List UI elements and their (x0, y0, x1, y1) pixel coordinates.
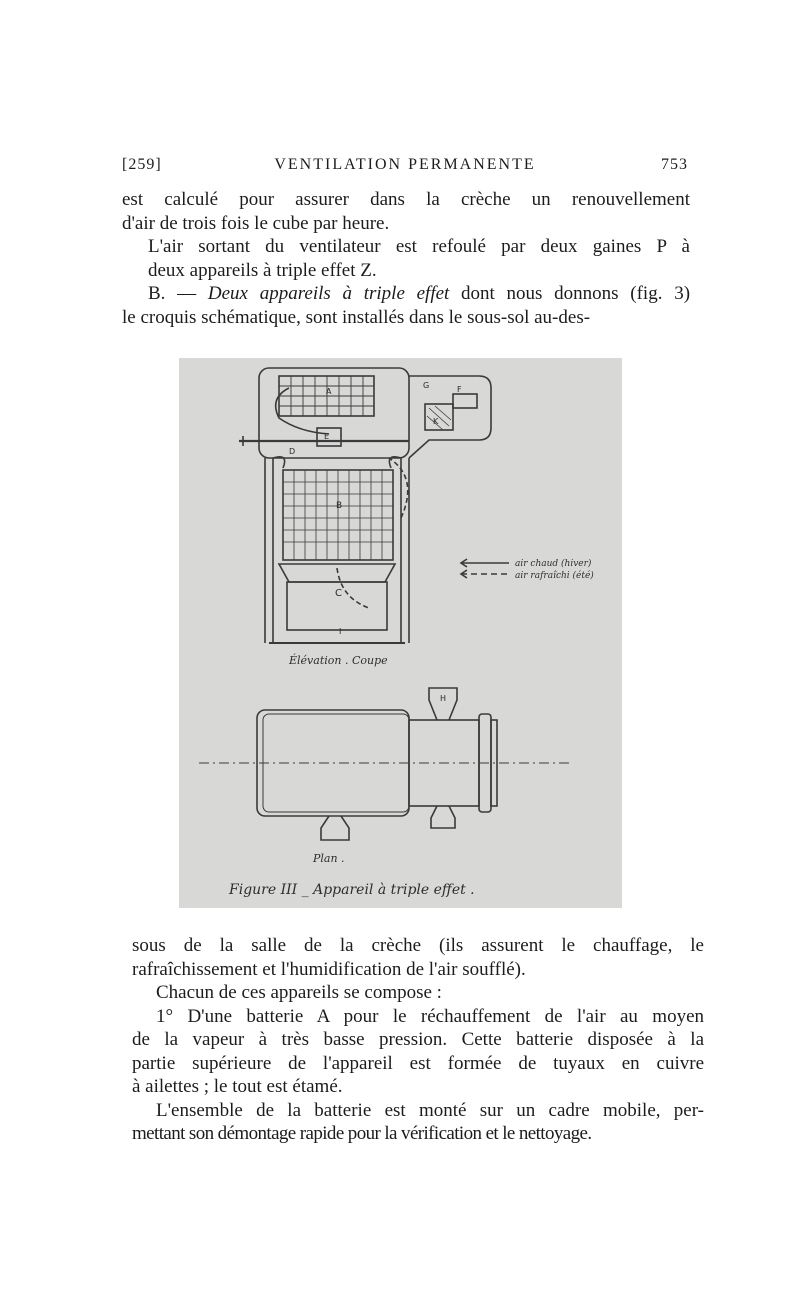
upper-casing (259, 368, 409, 458)
text-line: Chacun de ces appareils se compose : (156, 982, 442, 1003)
page-number: 753 (661, 156, 688, 173)
running-title: VENTILATION PERMANENTE (274, 156, 536, 173)
paragraph (122, 188, 690, 235)
outlet-h-top (429, 688, 457, 720)
paragraph (122, 235, 690, 282)
fan-casing (409, 376, 491, 458)
text-line: est calculé pour assurer dans la crèche un renouvellement (122, 189, 690, 210)
bottom-text-block (132, 934, 704, 1146)
outlet-h-bottom (431, 806, 455, 828)
label-e: E (324, 432, 330, 441)
plan-caption: Plan . (313, 852, 345, 865)
hopper (279, 564, 395, 582)
paragraph (132, 981, 704, 1005)
paragraph (132, 1005, 704, 1099)
text-line: deux appareils à triple effet Z. (148, 259, 377, 281)
text-line: 1° D'une batterie A pour le réchauffement de l'air au moyen (156, 1005, 704, 1027)
text-fragment: dont nous donnons (fig. 3) (461, 283, 691, 304)
paragraph (132, 934, 704, 981)
text-line: rafraîchissement et l'humidification de l'air soufflé). (132, 958, 526, 980)
outlet-e (321, 816, 349, 840)
text-line: L'ensemble de la batterie est monté sur un cadre mobile, per- (156, 1099, 704, 1121)
page-reference: [259] (122, 156, 162, 173)
text-line: le croquis schématique, sont installés dans le sous-sol au-des- (122, 306, 591, 328)
label-k: K (433, 417, 439, 426)
text-line: partie supérieure de l'appareil est formée de tuyaux en cuivre (132, 1052, 704, 1074)
text-line: sous de la salle de la crèche (ils assurent le chauffage, le (132, 935, 704, 956)
paragraph (132, 1099, 704, 1146)
text-line: de la vapeur à très basse pression. Cette batterie disposée à la (132, 1029, 704, 1050)
top-text-block (122, 188, 690, 329)
text-line: L'air sortant du ventilateur est refoulé par deux gaines P à (148, 236, 690, 257)
label-f: F (457, 385, 462, 394)
text-line (122, 282, 690, 306)
running-header (122, 156, 688, 180)
label-i: I (339, 627, 342, 636)
label-d: D (289, 447, 296, 456)
legend-hot-text: air chaud (hiver) (515, 559, 592, 569)
text-line: mettant son démontage rapide pour la vérification et le nettoyage. (132, 1123, 592, 1144)
label-a: A (326, 387, 332, 396)
section-b-paragraph (122, 282, 690, 329)
label-h: H (440, 694, 447, 703)
text-line: à ailettes ; le tout est étamé. (132, 1076, 343, 1097)
legend-cool-text: air rafraîchi (été) (515, 571, 594, 581)
text-line: d'air de trois fois le cube par heure. (122, 212, 390, 234)
elevation-caption: Élévation . Coupe (289, 654, 388, 667)
section-italic-title: Deux appareils à triple effet (207, 283, 450, 304)
figure-caption: Figure III _ Appareil à triple effet . (229, 882, 475, 898)
label-c: C (335, 588, 342, 599)
figure-plate (179, 358, 622, 908)
label-b: B (336, 501, 343, 511)
label-g: G (423, 381, 430, 390)
apparatus-drawing (179, 358, 622, 908)
section-label: B. — (148, 283, 197, 304)
